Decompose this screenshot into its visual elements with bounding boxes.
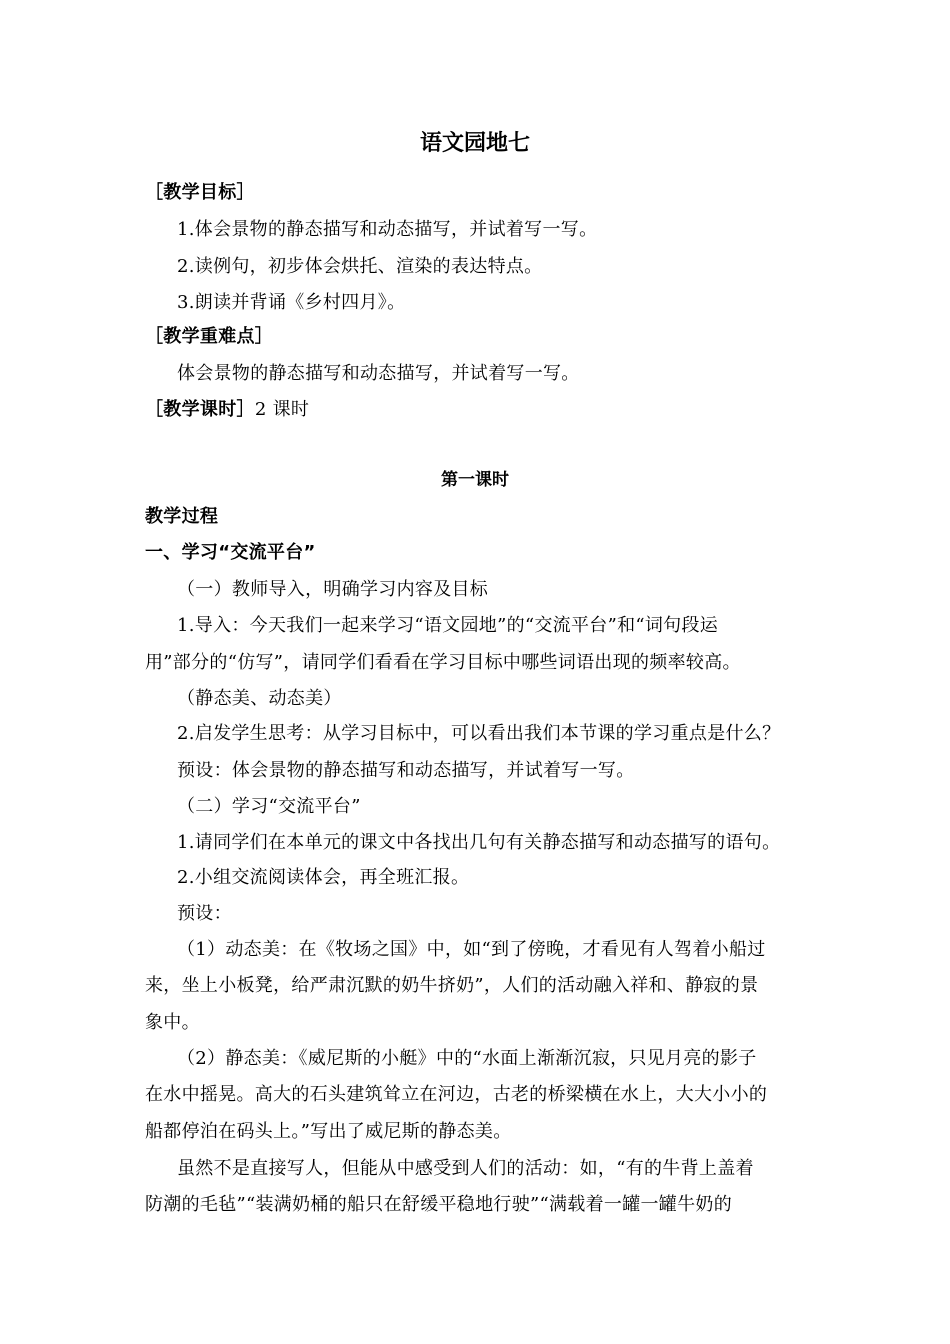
goal-item: 2.读例句，初步体会烘托、渲染的表达特点。 (177, 256, 543, 277)
paragraph-line: 在水中摇晃。高大的石头建筑耸立在河边，古老的桥梁横在水上，大大小小的 (145, 1084, 768, 1105)
paragraph-line: 用”部分的“仿写”，请同学们看看在学习目标中哪些词语出现的频率较高。 (145, 652, 741, 673)
paragraph-line: （静态美、动态美） (177, 688, 342, 709)
page-title: 语文园地七 (419, 131, 530, 156)
paragraph-line: 2.启发学生思考：从学习目标中，可以看出我们本节课的学习重点是什么？ (177, 723, 781, 744)
hours-row (145, 398, 815, 422)
paragraph-line: 2.小组交流阅读体会，再全班汇报。 (177, 867, 470, 888)
hours-heading: ［教学课时］ (145, 399, 255, 420)
paragraph-line: 预设：体会景物的静态描写和动态描写，并试着写一写。 (177, 760, 635, 781)
paragraph-line: 虽然不是直接写人，但能从中感受到人们的活动：如，“有的牛背上盖着 (177, 1158, 754, 1179)
paragraph-line: （2）静态美：《威尼斯的小艇》中的“水面上渐渐沉寂，只见月亮的影子 (177, 1048, 757, 1069)
goal-item: 1.体会景物的静态描写和动态描写，并试着写一写。 (177, 219, 598, 240)
process-heading: 教学过程 (145, 506, 219, 527)
lesson-title: 第一课时 (441, 470, 509, 490)
paragraph-line: 1.导入：今天我们一起来学习“语文园地”的“交流平台”和“词句段运 (177, 615, 719, 636)
hours-value: 2 课时 (254, 399, 310, 420)
key-points-text: 体会景物的静态描写和动态描写，并试着写一写。 (177, 363, 580, 384)
goal-item: 3.朗读并背诵《乡村四月》。 (177, 292, 406, 313)
paragraph-line: （1）动态美：在《牧场之国》中，如“到了傍晚，才看见有人驾着小船过 (177, 939, 766, 960)
key-points-heading: ［教学重难点］ (145, 326, 274, 347)
paragraph-line: 象中。 (145, 1012, 200, 1033)
section-heading: 一、学习“交流平台” (145, 542, 316, 563)
paragraph-line: 1.请同学们在本单元的课文中各找出几句有关静态描写和动态描写的语句。 (177, 832, 781, 853)
goals-heading: ［教学目标］ (145, 182, 255, 203)
paragraph-line: 预设： (177, 903, 232, 924)
paragraph-line: 防潮的毛毡”“装满奶桶的船只在舒缓平稳地行驶”“满载着一罐一罐牛奶的 (145, 1194, 733, 1215)
paragraph-line: 来，坐上小板凳，给严肃沉默的奶牛挤奶”，人们的活动融入祥和、静寂的景 (145, 975, 759, 996)
paragraph-line: 船都停泊在码头上。”写出了威尼斯的静态美。 (145, 1121, 512, 1142)
part-heading: （二）学习“交流平台” (177, 796, 361, 817)
part-heading: （一）教师导入，明确学习内容及目标 (177, 579, 489, 600)
